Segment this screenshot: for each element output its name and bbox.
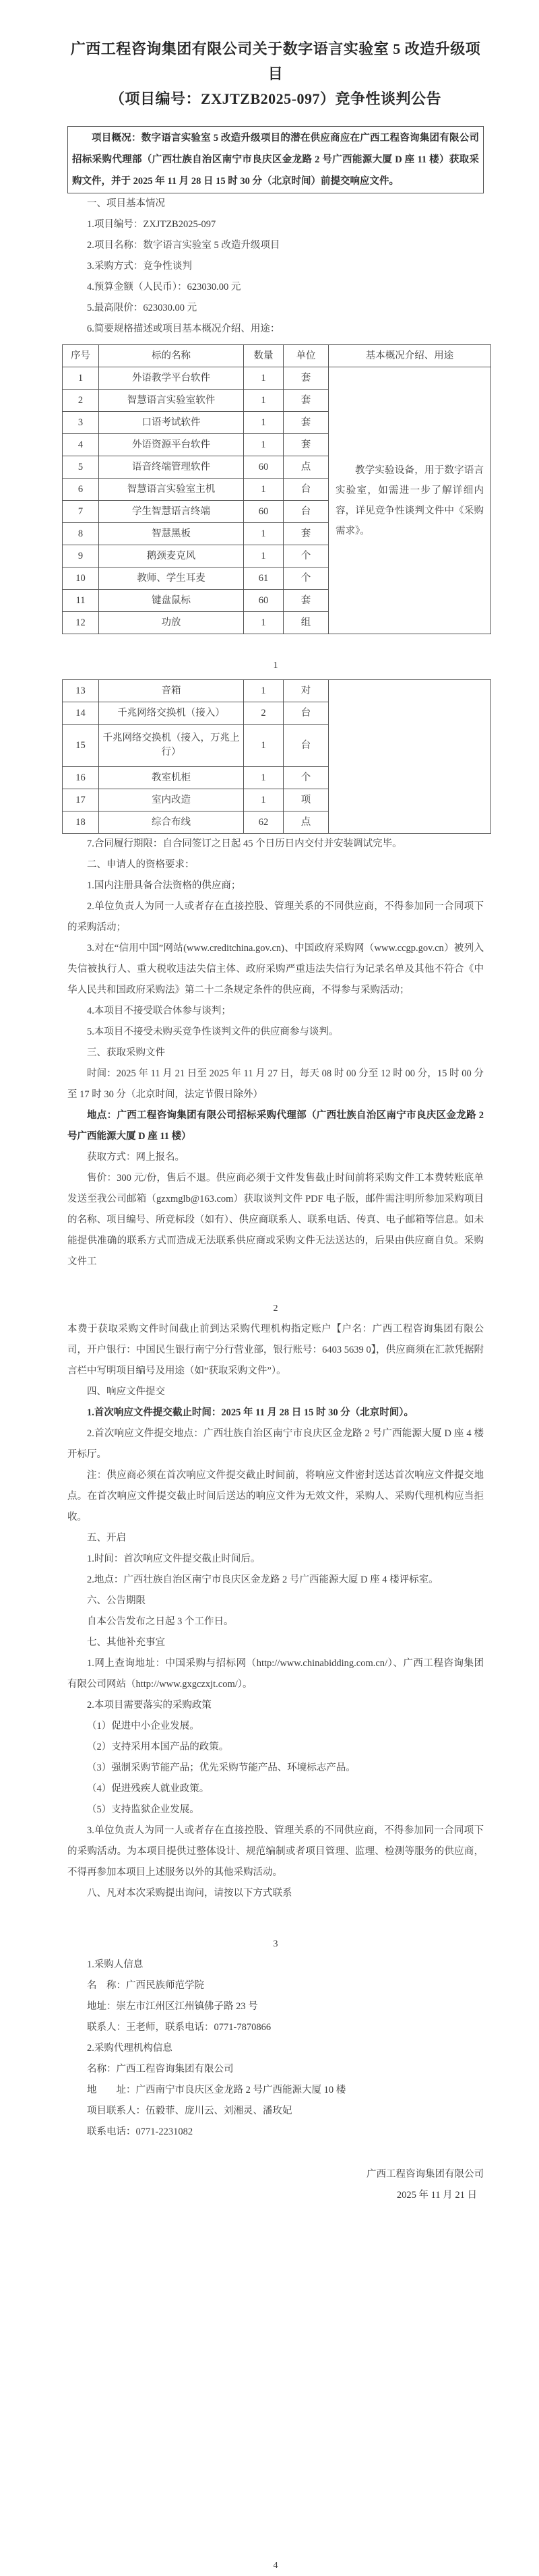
cell-unit: 个 bbox=[284, 545, 329, 568]
paragraph: 4.本项目不接受联合体参与谈判； bbox=[87, 1006, 231, 1016]
cell-unit: 套 bbox=[284, 390, 329, 412]
column-header-desc: 基本概况介绍、用途 bbox=[329, 345, 491, 367]
cell-seq: 1 bbox=[63, 367, 99, 390]
paragraph: （4）促进残疾人就业政策。 bbox=[87, 1783, 210, 1794]
paragraph: （2）支持采用本国产品的政策。 bbox=[87, 1742, 229, 1752]
items-table-page-1 bbox=[62, 344, 491, 634]
paragraph: 获取方式：网上报名。 bbox=[87, 1152, 185, 1163]
paragraph: 1.时间：首次响应文件提交截止时间后。 bbox=[87, 1554, 261, 1564]
paragraph: 2.单位负责人为同一人或者存在直接控股、管理关系的不同供应商，不得参加同一合同项下的采购活动； bbox=[67, 901, 484, 933]
cell-seq: 9 bbox=[63, 545, 99, 568]
cell-name: 千兆网络交换机（接入，万兆上行） bbox=[99, 725, 244, 767]
paragraph: 2.本项目需要落实的采购政策 bbox=[87, 1700, 212, 1711]
paragraph: 1.采购人信息 bbox=[87, 1959, 144, 1970]
cell-unit: 套 bbox=[284, 434, 329, 456]
heading-section-8: 八、凡对本次采购提出询问，请按以下方式联系 bbox=[87, 1888, 292, 1899]
paragraph: 地址：崇左市江州区江州镇佛子路 23 号 bbox=[87, 2001, 258, 2012]
heading-section-5: 五、开启 bbox=[87, 1533, 126, 1543]
page-number: 4 bbox=[273, 2560, 278, 2571]
paragraph: 3.对在“信用中国”网站(www.creditchina.gov.cn)、中国政府采购网（www.ccgp.gov.cn）被列入失信被执行人、重大税收违法失信主体、政府采购严重违法失信行为记录名单及其他不符合《中华人民共和国政府采购法》第二十二条规定条件的供应商，不得参与采购活动； bbox=[67, 943, 484, 995]
project-overview-box bbox=[67, 126, 484, 193]
document-title-line-1: 广西工程咨询集团有限公司关于数字语言实验室 5 改造升级项目 bbox=[70, 40, 481, 82]
items-table-page-2 bbox=[62, 679, 491, 834]
cell-seq: 2 bbox=[63, 390, 99, 412]
heading-section-1: 一、项目基本情况 bbox=[87, 198, 165, 209]
paragraph: 1.国内注册具备合法资格的供应商； bbox=[87, 880, 241, 891]
cell-unit: 对 bbox=[284, 680, 329, 702]
paragraph: （5）支持监狱企业发展。 bbox=[87, 1804, 199, 1815]
cell-qty: 60 bbox=[244, 456, 284, 479]
cell-name: 外语教学平台软件 bbox=[99, 367, 244, 390]
cell-qty: 1 bbox=[244, 367, 284, 390]
merged-note-text: 教学实验设备，用于数字语言实验室，如需进一步了解详细内容，详见竞争性谈判文件中《采购需求》。 bbox=[336, 464, 484, 536]
cell-qty: 1 bbox=[244, 767, 284, 789]
cell-qty: 1 bbox=[244, 479, 284, 501]
paragraph: （1）促进中小企业发展。 bbox=[87, 1721, 199, 1731]
table-header-row bbox=[63, 345, 491, 367]
paragraph: 项目联系人：伍毅菲、庞川云、刘湘灵、潘玫妃 bbox=[87, 2106, 292, 2116]
cell-qty: 1 bbox=[244, 680, 284, 702]
cell-unit: 台 bbox=[284, 725, 329, 767]
paragraph: 2.采购代理机构信息 bbox=[87, 2043, 172, 2054]
document-title-line-2: （项目编号：ZXJTZB2025-097）竞争性谈判公告 bbox=[110, 90, 441, 107]
cell-unit: 个 bbox=[284, 767, 329, 789]
paragraph: 名称：广西工程咨询集团有限公司 bbox=[87, 2064, 234, 2075]
cell-seq: 8 bbox=[63, 523, 99, 545]
paragraph: 地 址：广西南宁市良庆区金龙路 2 号广西能源大厦 10 楼 bbox=[87, 2085, 346, 2095]
paragraph: 时间：2025 年 11 月 21 日至 2025 年 11 月 27 日，每天 08 时 00 分至 12 时 00 分，15 时 00 分至 17 时 30 分（北京时间，法定节假日除外） bbox=[67, 1068, 484, 1100]
paragraph: 1.项目编号：ZXJTZB2025-097 bbox=[87, 219, 216, 230]
cell-unit: 项 bbox=[284, 789, 329, 811]
cell-name: 鹅颈麦克风 bbox=[99, 545, 244, 568]
cell-qty: 61 bbox=[244, 568, 284, 590]
signature-block bbox=[67, 2164, 484, 2206]
cell-qty: 1 bbox=[244, 390, 284, 412]
cell-unit: 台 bbox=[284, 479, 329, 501]
document-title bbox=[67, 0, 484, 111]
cell-seq: 5 bbox=[63, 456, 99, 479]
paragraph: 地点：广西工程咨询集团有限公司招标采购代理部（广西壮族自治区南宁市良庆区金龙路 2 号广西能源大厦 D 座 11 楼） bbox=[67, 1110, 484, 1142]
column-header-qty: 数量 bbox=[244, 345, 284, 367]
heading-section-6: 六、公告期限 bbox=[87, 1595, 146, 1606]
paragraph: 7.合同履行期限：自合同签订之日起 45 个日历日内交付并安装调试完毕。 bbox=[87, 838, 402, 849]
table-row bbox=[63, 680, 491, 702]
column-header-unit: 单位 bbox=[284, 345, 329, 367]
cell-unit: 套 bbox=[284, 412, 329, 434]
cell-seq: 4 bbox=[63, 434, 99, 456]
heading-section-3: 三、获取采购文件 bbox=[87, 1047, 165, 1058]
paragraph: 售价：300 元/份，售后不退。供应商必须于文件发售截止时间前将采购文件工本费转账底单发送至我公司邮箱（gzxmglb@163.com）获取谈判文件 PDF 电子版，邮件需注明所参加采购项目的名称、项目编号、所竞标段（如有）、供应商联系人、联系电话、传真、电子邮箱等信息。如未能提供准确的联系方式而造成无法联系供应商或采购文件无法送达的，后果由供应商自负。采购文件工 bbox=[67, 1173, 484, 1267]
paragraph: 5.最高限价：623030.00 元 bbox=[87, 303, 197, 313]
cell-qty: 1 bbox=[244, 545, 284, 568]
cell-name: 智慧语言实验室软件 bbox=[99, 390, 244, 412]
paragraph: 1.网上查询地址：中国采购与招标网（http://www.chinabidding.com.cn/）、广西工程咨询集团有限公司网站（http://www.gxgczxjt.com/）。 bbox=[67, 1658, 484, 1690]
cell-seq: 13 bbox=[63, 680, 99, 702]
heading-section-2: 二、申请人的资格要求： bbox=[87, 859, 195, 870]
cell-seq: 18 bbox=[63, 811, 99, 834]
paragraph: 5.本项目不接受未购买竞争性谈判文件的供应商参与谈判。 bbox=[87, 1026, 339, 1037]
paragraph: 2.首次响应文件提交地点：广西壮族自治区南宁市良庆区金龙路 2 号广西能源大厦 D 座 4 楼开标厅。 bbox=[67, 1428, 484, 1460]
cell-qty: 1 bbox=[244, 412, 284, 434]
cell-name: 键盘鼠标 bbox=[99, 590, 244, 612]
paragraph: 1.首次响应文件提交截止时间：2025 年 11 月 28 日 15 时 30 分（北京时间）。 bbox=[87, 1407, 414, 1418]
cell-name: 智慧黑板 bbox=[99, 523, 244, 545]
cell-qty: 1 bbox=[244, 434, 284, 456]
paragraph: 2.项目名称：数字语言实验室 5 改造升级项目 bbox=[87, 240, 280, 251]
cell-name: 智慧语言实验室主机 bbox=[99, 479, 244, 501]
column-header-name: 标的名称 bbox=[99, 345, 244, 367]
heading-section-4: 四、响应文件提交 bbox=[87, 1386, 165, 1397]
page-number: 1 bbox=[273, 661, 278, 671]
cell-unit: 点 bbox=[284, 456, 329, 479]
paragraph: 联系人：王老师，联系电话：0771-7870866 bbox=[87, 2022, 272, 2033]
cell-seq: 11 bbox=[63, 590, 99, 612]
contact-info-page-4 bbox=[67, 1955, 484, 2143]
cell-seq: 7 bbox=[63, 501, 99, 523]
paragraph: 名 称：广西民族师范学院 bbox=[87, 1980, 204, 1991]
cell-name: 教师、学生耳麦 bbox=[99, 568, 244, 590]
cell-name: 外语资源平台软件 bbox=[99, 434, 244, 456]
cell-qty: 1 bbox=[244, 523, 284, 545]
cell-name: 综合布线 bbox=[99, 811, 244, 834]
cell-name: 室内改造 bbox=[99, 789, 244, 811]
cell-unit: 台 bbox=[284, 501, 329, 523]
cell-name: 千兆网络交换机（接入） bbox=[99, 702, 244, 725]
cell-unit: 套 bbox=[284, 590, 329, 612]
cell-seq: 16 bbox=[63, 767, 99, 789]
table-row bbox=[63, 367, 491, 390]
cell-seq: 6 bbox=[63, 479, 99, 501]
project-overview-text: 项目概况：数字语言实验室 5 改造升级项目的潜在供应商应在广西工程咨询集团有限公司招标采购代理部（广西壮族自治区南宁市良庆区金龙路 2 号广西能源大厦 D 座 11 楼）获取采购文件，并于 2025 年 11 月 28 日 15 时 30 分（北京时间）前提交响应文件。 bbox=[72, 133, 479, 187]
paragraph: 本费于获取采购文件时间截止前到达采购代理机构指定账户【户名：广西工程咨询集团有限公司，开户银行：中国民生银行南宁分行营业部，银行账号：6403 5639 0】，供应商须在汇款凭据附言栏中写明项目编号及用途（如“获取采购文件”）。 bbox=[67, 1324, 484, 1376]
cell-seq: 14 bbox=[63, 702, 99, 725]
cell-qty: 1 bbox=[244, 789, 284, 811]
page-number: 2 bbox=[273, 1304, 278, 1314]
paragraph: 6.简要规格描述或项目基本概况介绍、用途： bbox=[87, 324, 280, 334]
paragraph: 自本公告发布之日起 3 个工作日。 bbox=[87, 1616, 234, 1627]
cell-qty: 1 bbox=[244, 725, 284, 767]
cell-name: 音箱 bbox=[99, 680, 244, 702]
column-header-seq: 序号 bbox=[63, 345, 99, 367]
cell-seq: 15 bbox=[63, 725, 99, 767]
cell-unit: 套 bbox=[284, 367, 329, 390]
cell-name: 学生智慧语言终端 bbox=[99, 501, 244, 523]
cell-name: 语音终端管理软件 bbox=[99, 456, 244, 479]
signature-org: 广西工程咨询集团有限公司 bbox=[367, 2169, 484, 2180]
paragraph: （3）强制采购节能产品；优先采购节能产品、环境标志产品。 bbox=[87, 1762, 356, 1773]
merged-note-cell bbox=[329, 367, 491, 634]
cell-unit: 个 bbox=[284, 568, 329, 590]
cell-seq: 10 bbox=[63, 568, 99, 590]
cell-seq: 17 bbox=[63, 789, 99, 811]
signature-date: 2025 年 11 月 21 日 bbox=[396, 2190, 477, 2201]
cell-qty: 1 bbox=[244, 612, 284, 634]
paragraph: 3.单位负责人为同一人或者存在直接控股、管理关系的不同供应商，不得参加同一合同项下的采购活动。为本项目提供过整体设计、规范编制或者项目管理、监理、检测等服务的供应商，不得再参加本项目上述服务以外的其他采购活动。 bbox=[67, 1825, 484, 1878]
cell-name: 教室机柜 bbox=[99, 767, 244, 789]
cell-unit: 组 bbox=[284, 612, 329, 634]
heading-section-7: 七、其他补充事宜 bbox=[87, 1637, 165, 1648]
project-basic-info-list bbox=[67, 214, 484, 340]
page-number: 3 bbox=[273, 1939, 278, 1949]
cell-seq: 3 bbox=[63, 412, 99, 434]
document-body bbox=[67, 0, 484, 2576]
paragraph: 注：供应商必须在首次响应文件提交截止时间前，将响应文件密封送达首次响应文件提交地点。在首次响应文件提交截止时间后送达的响应文件为无效文件，采购人、采购代理机构应当拒收。 bbox=[67, 1470, 484, 1523]
cell-qty: 60 bbox=[244, 590, 284, 612]
paragraph: 2.地点：广西壮族自治区南宁市良庆区金龙路 2 号广西能源大厦 D 座 4 楼评标室。 bbox=[87, 1574, 439, 1585]
section-paragraphs-page-3 bbox=[67, 1319, 484, 1904]
paragraph: 联系电话：0771-2231082 bbox=[87, 2126, 193, 2137]
cell-qty: 62 bbox=[244, 811, 284, 834]
section-paragraphs-page-2 bbox=[67, 834, 484, 1272]
cell-seq: 12 bbox=[63, 612, 99, 634]
cell-qty: 60 bbox=[244, 501, 284, 523]
paragraph: 3.采购方式：竞争性谈判 bbox=[87, 261, 192, 272]
cell-unit: 点 bbox=[284, 811, 329, 834]
cell-unit: 套 bbox=[284, 523, 329, 545]
cell-name: 功放 bbox=[99, 612, 244, 634]
cell-name: 口语考试软件 bbox=[99, 412, 244, 434]
merged-note-cell bbox=[329, 680, 491, 834]
cell-qty: 2 bbox=[244, 702, 284, 725]
cell-unit: 台 bbox=[284, 702, 329, 725]
paragraph: 4.预算金额（人民币）：623030.00 元 bbox=[87, 282, 241, 293]
